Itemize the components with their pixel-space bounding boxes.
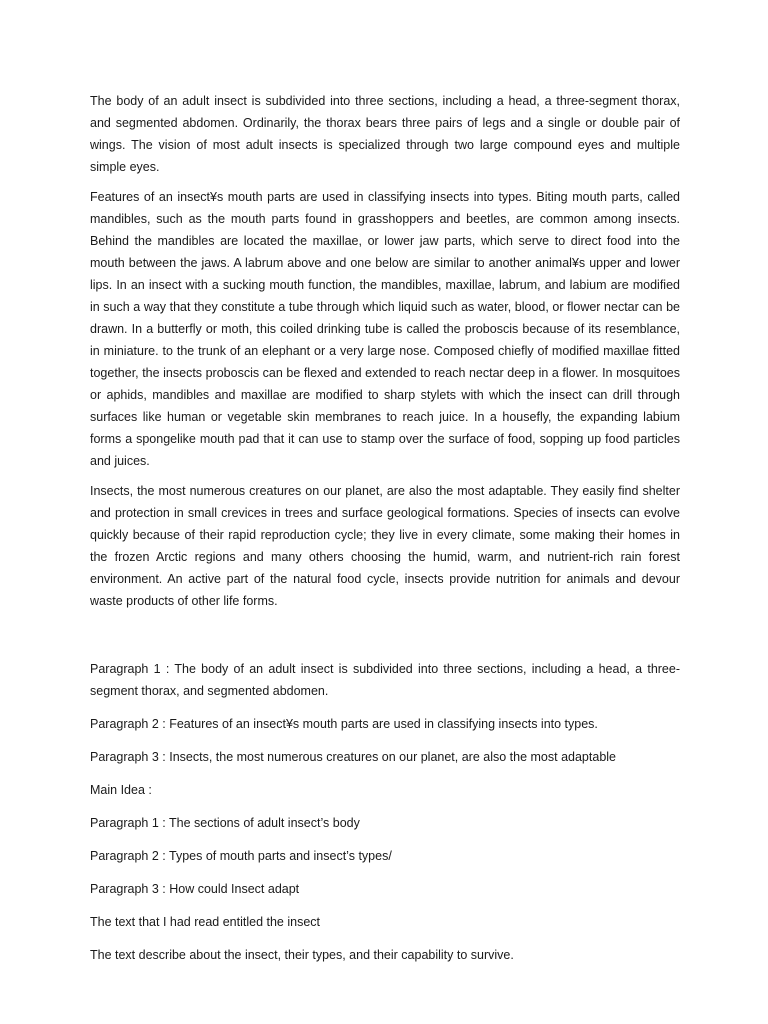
summary-paragraph-3: Paragraph 3 : Insects, the most numerous creatures on our planet, are also the most adaptable	[90, 750, 616, 764]
text-title-note: The text that I had read entitled the insect	[90, 915, 321, 929]
section-spacer	[90, 620, 680, 658]
main-idea-paragraph-3: Paragraph 3 : How could Insect adapt	[90, 882, 300, 896]
summary-paragraph-2: Paragraph 2 : Features of an insect¥s mouth parts are used in classifying insects into types.	[90, 717, 598, 731]
summary-paragraph-1: Paragraph 1 : The body of an adult insect is subdivided into three sections, including a head, a three-segment thorax, and segmented abdomen.	[90, 662, 680, 698]
body-paragraph-2: Features of an insect¥s mouth parts are used in classifying insects into types. Biting mouth parts, called mandibles, such as the mouth parts found in grasshoppers and beetles, are common among insects. Behind the mandibles are located the maxillae, or lower jaw parts, which serve to direct food into the mouth between the jaws. A labrum above and one below are similar to another animal¥s upper and lower lips. In an insect with a sucking mouth function, the mandibles, maxillae, labrum, and labium are modified in such a way that they constitute a tube through which liquid such as water, blood, or flower nectar can be drawn. In a butterfly or moth, this coiled drinking tube is called the proboscis because of its resemblance, in miniature. to the trunk of an elephant or a very large nose. Composed chiefly of modified maxillae fitted together, the insects proboscis can be flexed and extended to reach nectar deep in a flower. In mosquitoes or aphids, mandibles and maxillae are modified to sharp stylets with which the insect can drill through surfaces like human or vegetable skin membranes to reach juice. In a housefly, the expanding labium forms a spongelike mouth pad that it can use to stamp over the surface of food, sopping up food particles and juices.	[90, 190, 680, 468]
document-page	[90, 90, 680, 977]
text-description-note: The text describe about the insect, their types, and their capability to survive.	[90, 948, 514, 962]
body-paragraph-3: Insects, the most numerous creatures on our planet, are also the most adaptable. They easily find shelter and protection in small crevices in trees and surface geological formations. Species of insects can evolve quickly because of their rapid reproduction cycle; they live in every climate, some making their homes in the frozen Arctic regions and many others choosing the humid, warm, and nutrient-rich rain forest environment. An active part of the natural food cycle, insects provide nutrition for animals and devour waste products of other life forms.	[90, 484, 680, 608]
main-idea-paragraph-1: Paragraph 1 : The sections of adult insect’s body	[90, 816, 360, 830]
body-paragraph-1: The body of an adult insect is subdivided into three sections, including a head, a three-segment thorax, and segmented abdomen. Ordinarily, the thorax bears three pairs of legs and a single or double pair of wings. The vision of most adult insects is specialized through two large compound eyes and multiple simple eyes.	[90, 94, 680, 174]
main-idea-heading: Main Idea :	[90, 783, 152, 797]
main-idea-paragraph-2: Paragraph 2 : Types of mouth parts and insect’s types/	[90, 849, 392, 863]
